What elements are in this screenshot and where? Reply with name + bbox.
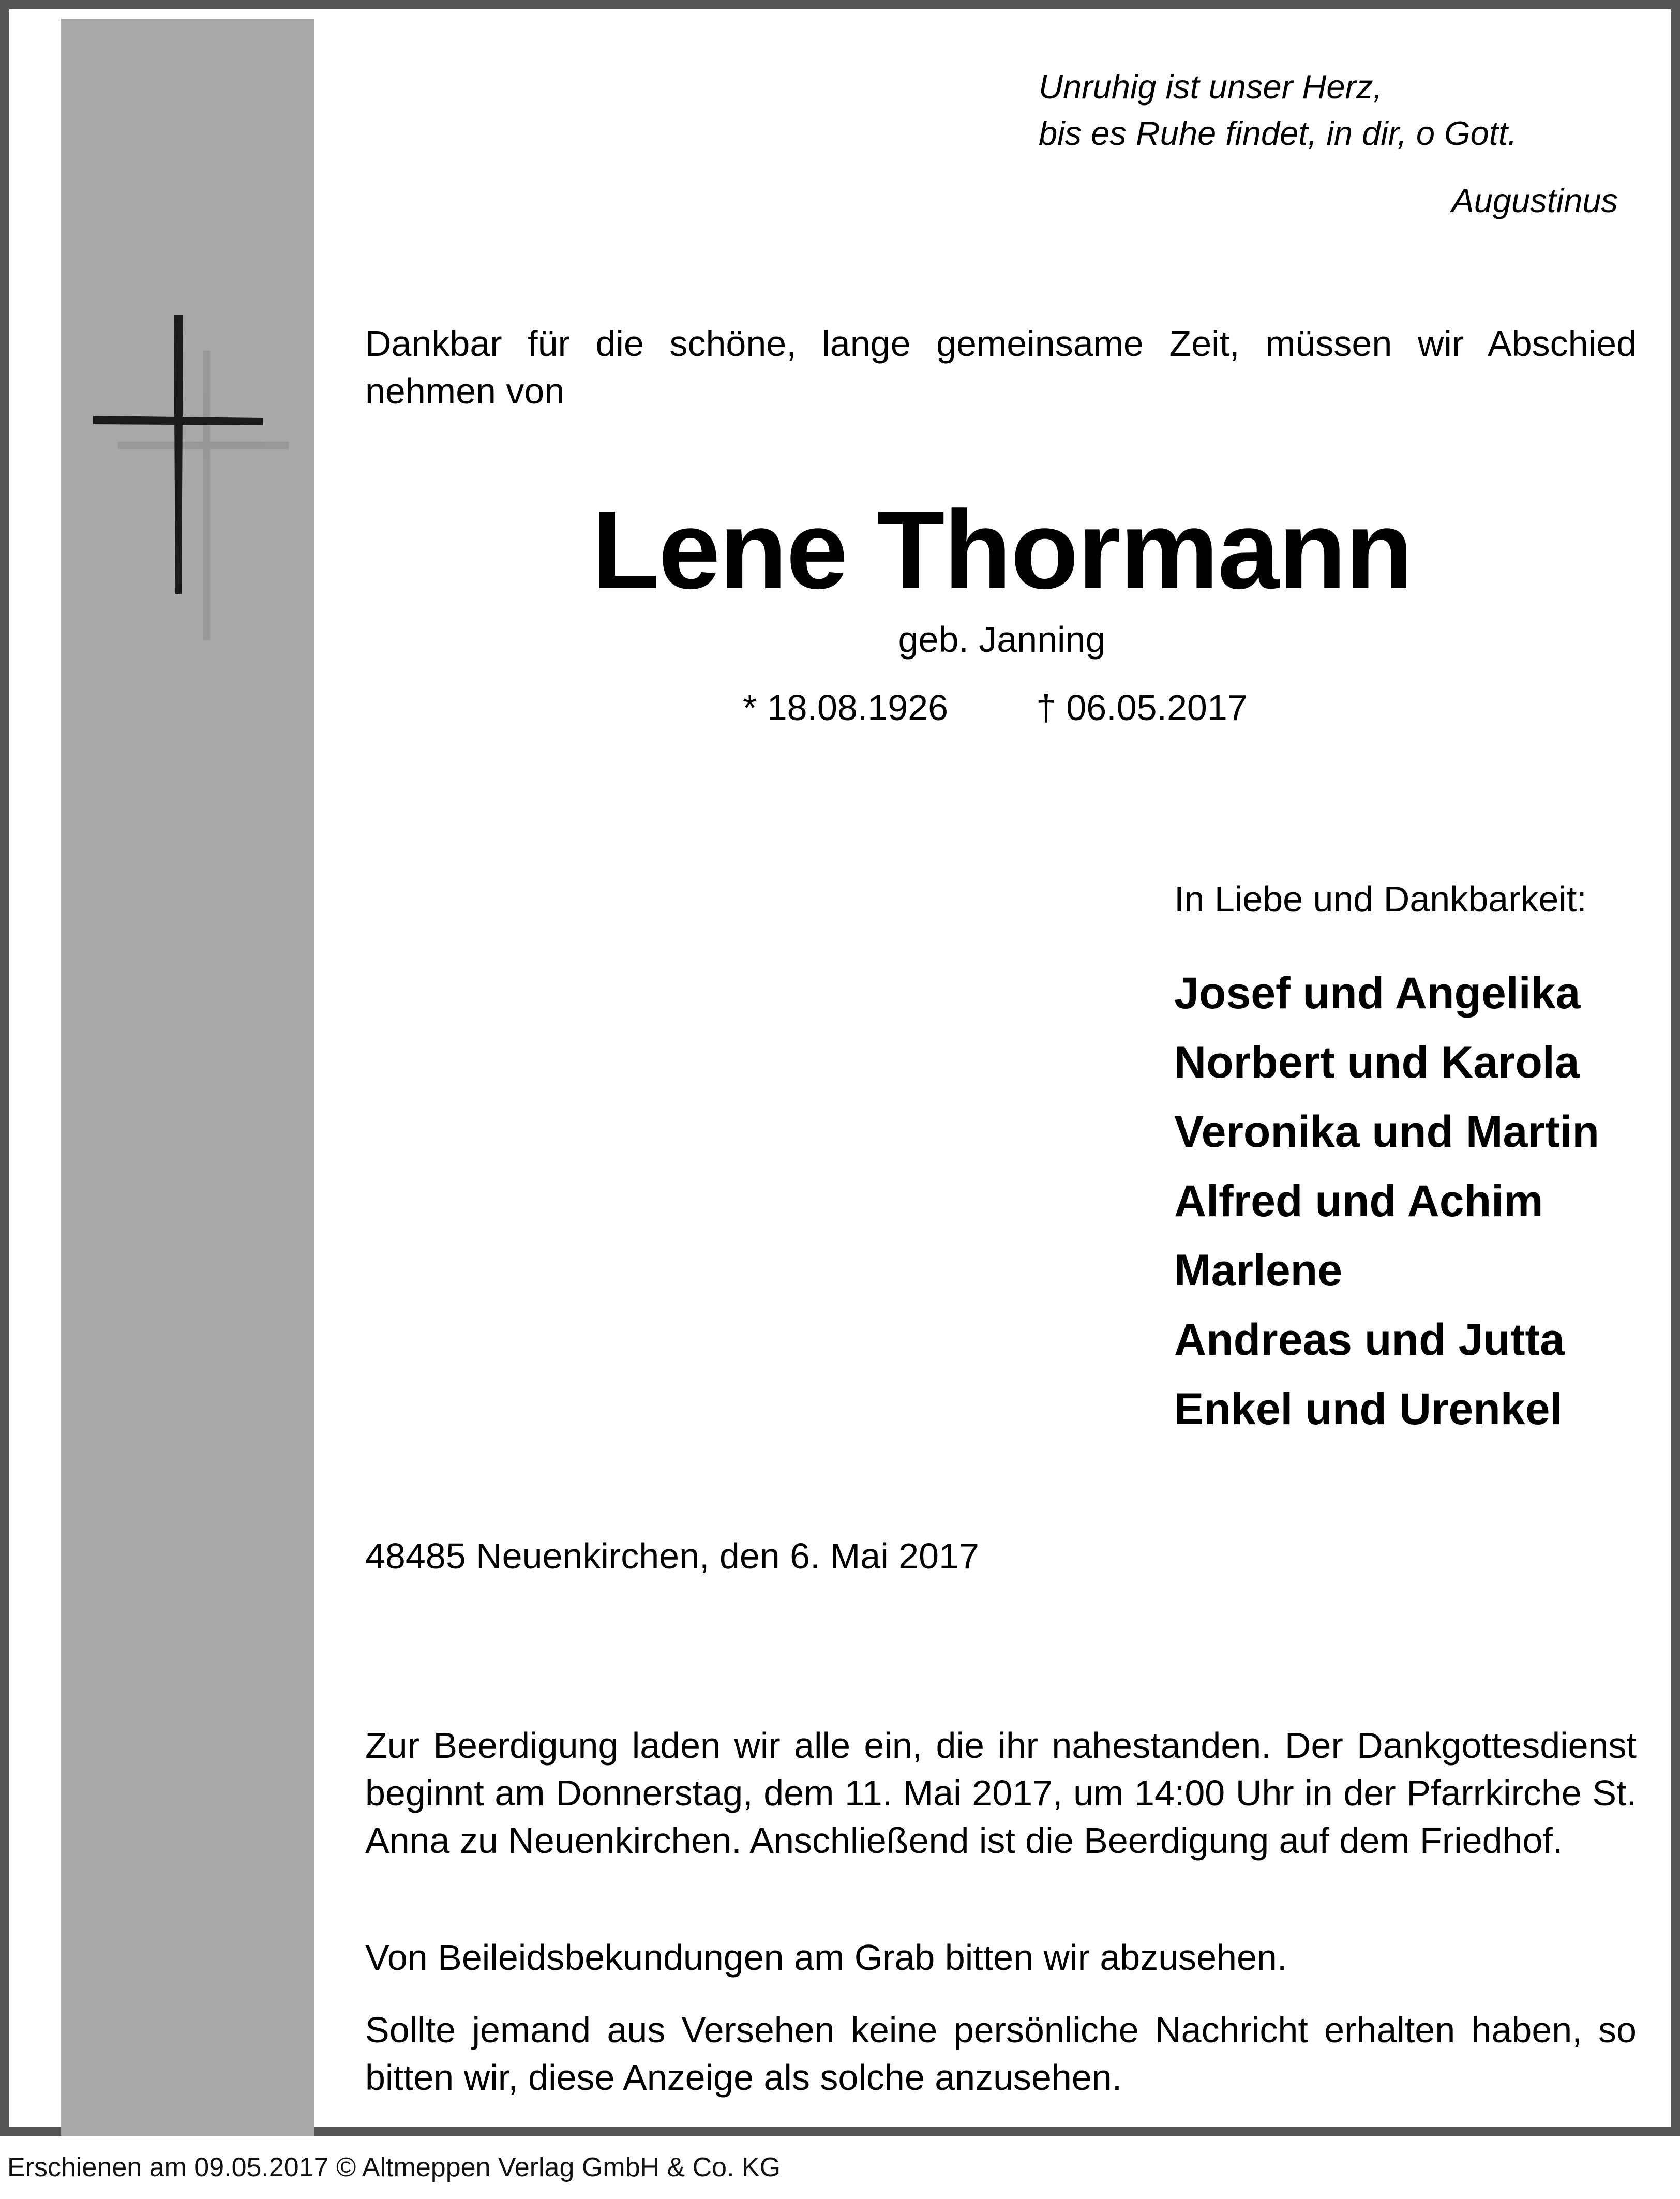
quote-author: Augustinus bbox=[1451, 182, 1618, 219]
mourner-item: Andreas und Jutta bbox=[1174, 1315, 1565, 1365]
mourner-item: Enkel und Urenkel bbox=[1174, 1384, 1563, 1434]
deceased-name: Lene Thormann bbox=[591, 487, 1413, 612]
publication-footer: Erschienen am 09.05.2017 © Altmeppen Verlag GmbH & Co. KG bbox=[7, 2152, 781, 2182]
death-date: † 06.05.2017 bbox=[1036, 687, 1248, 728]
quote-line-1: Unruhig ist unser Herz, bbox=[1039, 68, 1383, 106]
mourner-item: Josef und Angelika bbox=[1174, 968, 1581, 1018]
notice-paragraph: Sollte jemand aus Versehen keine persönliche Nachricht erhalten haben, so bitten wir, diese Anzeige als solche anzusehen. bbox=[365, 2010, 1637, 2098]
dedication-line: In Liebe und Dankbarkeit: bbox=[1174, 879, 1587, 919]
maiden-name: geb. Janning bbox=[898, 619, 1106, 660]
condolence-paragraph: Von Beileidsbekundungen am Grab bitten wir abzusehen. bbox=[365, 1937, 1287, 1978]
quote-line-2: bis es Ruhe findet, in dir, o Gott. bbox=[1039, 114, 1517, 152]
intro-text: Dankbar für die schöne, lange gemeinsame Zeit, müssen wir Abschied nehmen von bbox=[365, 323, 1637, 411]
birth-date: * 18.08.1926 bbox=[743, 687, 949, 728]
place-and-date: 48485 Neuenkirchen, den 6. Mai 2017 bbox=[365, 1536, 979, 1576]
mourner-item: Norbert und Karola bbox=[1174, 1038, 1580, 1087]
mourner-item: Marlene bbox=[1174, 1246, 1343, 1295]
mourners-list bbox=[1174, 959, 1599, 1444]
funeral-info-paragraph: Zur Beerdigung laden wir alle ein, die ihr nahestanden. Der Dankgottesdienst beginnt am Donnerstag, dem 11. Mai 2017, um 14:00 Uhr in der Pfarrkirche St. Anna zu Neuenkirchen. Anschließend ist die Beerdigung auf dem Friedhof. bbox=[365, 1725, 1637, 1861]
mourner-item: Alfred und Achim bbox=[1174, 1176, 1543, 1226]
mourner-item: Veronika und Martin bbox=[1174, 1107, 1599, 1157]
quote bbox=[1039, 64, 1517, 157]
